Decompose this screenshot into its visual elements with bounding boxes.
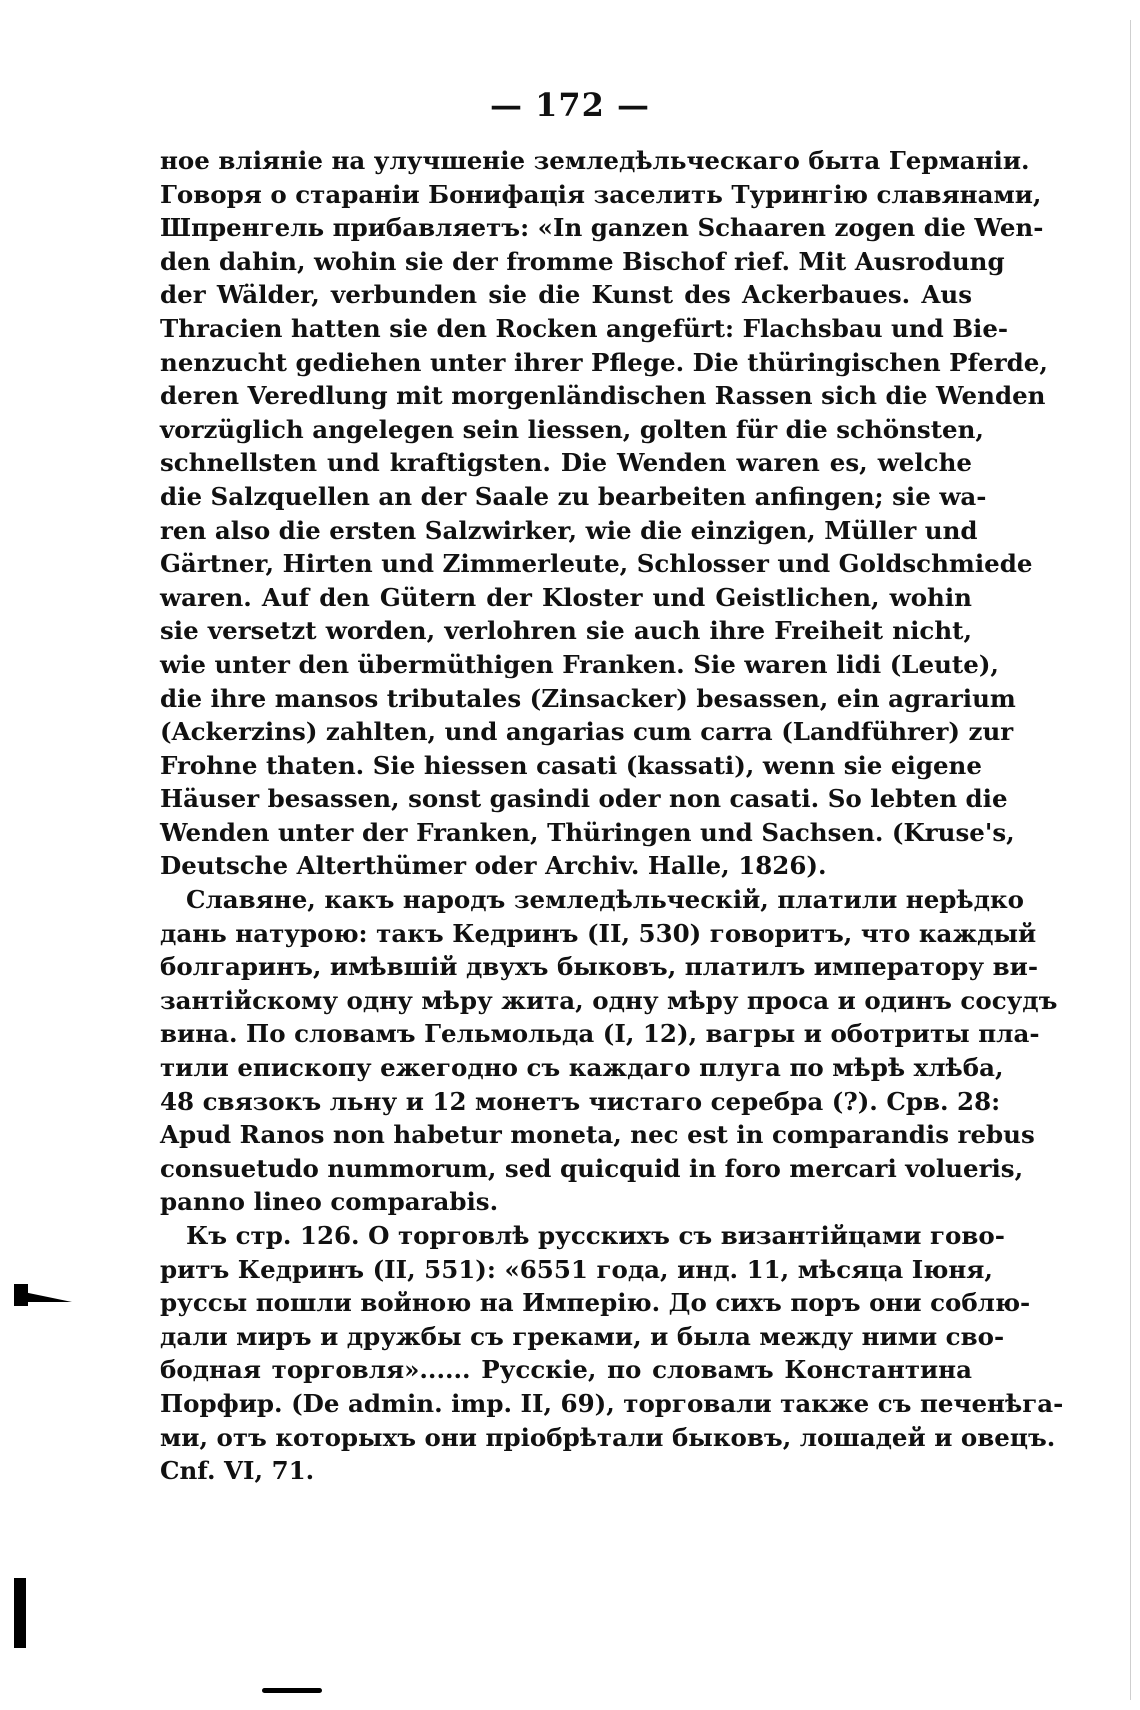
text-line: waren. Auf den Gütern der Kloster und Geistlichen, wohin — [160, 582, 972, 612]
text-line: Deutsche Alterthümer oder Archiv. Halle, 1826). — [160, 851, 827, 881]
text-line: vorzüglich angelegen sein liessen, golten für die schönsten, — [160, 414, 984, 444]
text-line: зантійскому одну мѣру жита, одну мѣру проса и одинъ сосудъ — [160, 985, 1058, 1015]
text-line: wie unter den übermüthigen Franken. Sie waren lidi (Leute), — [160, 649, 999, 679]
scan-mark — [14, 1578, 26, 1648]
text-line: schnellsten und kraftigsten. Die Wenden waren es, welche — [160, 448, 972, 478]
text-line: Славяне, какъ народъ земледѣльческій, платили нерѣдко — [186, 885, 1025, 915]
text-line: (Ackerzins) zahlten, und angarias cum carra (Landführer) zur — [160, 717, 1014, 747]
text-line: тили епископу ежегодно съ каждаго плуга по мѣрѣ хлѣба, — [160, 1053, 1004, 1083]
text-line: Wenden unter der Franken, Thüringen und Sachsen. (Kruse's, — [160, 817, 1015, 847]
text-line: 48 связокъ льну и 12 монетъ чистаго серебра (?). Срв. 28: — [160, 1086, 1001, 1116]
text-line: ное вліяніе на улучшеніе земледѣльческаго быта Германіи. — [160, 146, 1030, 175]
text-line: panno lineo comparabis. — [160, 1187, 499, 1217]
text-line: nenzucht gediehen unter ihrer Pflege. Die thüringischen Pferde, — [160, 347, 1048, 377]
scan-mark — [262, 1688, 322, 1693]
text-line: den dahin, wohin sie der fromme Bischof rief. Mit Ausrodung — [160, 246, 1005, 276]
text-line: consuetudo nummorum, sed quicquid in foro mercari volueris, — [160, 1153, 1024, 1183]
text-line: Gärtner, Hirten und Zimmerleute, Schlosser und Goldschmiede — [160, 549, 1033, 579]
text-line: Frohne thaten. Sie hiessen casati (kassati), wenn sie eigene — [160, 750, 982, 780]
text-line: sie versetzt worden, verlohren sie auch ihre Freiheit nicht, — [160, 616, 972, 646]
text-line: Порфир. (De admin. imp. II, 69), торговали также съ печенѣга- — [160, 1388, 1064, 1418]
text-line: дань натурою: такъ Кедринъ (II, 530) говоритъ, что каждый — [160, 918, 1037, 948]
text-line: deren Veredlung mit morgenländischen Rassen sich die Wenden — [160, 381, 1046, 411]
scan-edge-line — [1130, 20, 1131, 1700]
text-line: болгаринъ, имѣвшій двухъ быковъ, платилъ императору ви- — [160, 952, 1038, 982]
text-line: дали миръ и дружбы съ греками, и была между ними сво- — [160, 1321, 1005, 1351]
text-line: die ihre mansos tributales (Zinsacker) besassen, ein agrarium — [160, 683, 1016, 713]
text-line: der Wälder, verbunden sie die Kunst des Ackerbaues. Aus — [160, 280, 972, 310]
text-line: Говоря о стараніи Бонифація заселить Турингію славянами, — [160, 179, 1042, 209]
scan-mark — [14, 1290, 72, 1302]
text-line: Thracien hatten sie den Rocken angefürt: Flachsbau und Bie- — [160, 313, 1009, 343]
text-line: ми, отъ которыхъ они пріобрѣтали быковъ, лошадей и овецъ. — [160, 1422, 1056, 1452]
text-line: Шпренгель прибавляетъ: «In ganzen Schaaren zogen die Wen- — [160, 213, 1044, 243]
text-line: Cnf. VI, 71. — [160, 1456, 315, 1486]
paragraph-3 — [160, 1219, 1064, 1488]
paragraph-2 — [160, 883, 1058, 1219]
text-line: руссы пошли войною на Имперію. До сихъ поръ они соблю- — [160, 1288, 1031, 1318]
paragraph-1 — [160, 144, 1048, 883]
text-line: вина. По словамъ Гельмольда (I, 12), вагры и оботриты пла- — [160, 1019, 1040, 1049]
text-line: Häuser besassen, sonst gasindi oder non casati. So lebten die — [160, 784, 1008, 814]
text-line: Apud Ranos non habetur moneta, nec est in comparandis rebus — [160, 1120, 1035, 1150]
text-line: бодная торговля»...... Русскіе, по словамъ Константина — [160, 1355, 972, 1385]
text-line: die Salzquellen an der Saale zu bearbeiten anfingen; sie wa- — [160, 481, 987, 511]
text-line: ren also die ersten Salzwirker, wie die einzigen, Müller und — [160, 515, 978, 545]
page-number: — 172 — — [489, 86, 651, 124]
text-line: ритъ Кедринъ (II, 551): «6551 года, инд. 11, мѣсяца Іюня, — [160, 1254, 993, 1284]
body-text — [160, 144, 1064, 1488]
text-line: Къ стр. 126. О торговлѣ русскихъ съ византійцами гово- — [186, 1221, 1005, 1250]
